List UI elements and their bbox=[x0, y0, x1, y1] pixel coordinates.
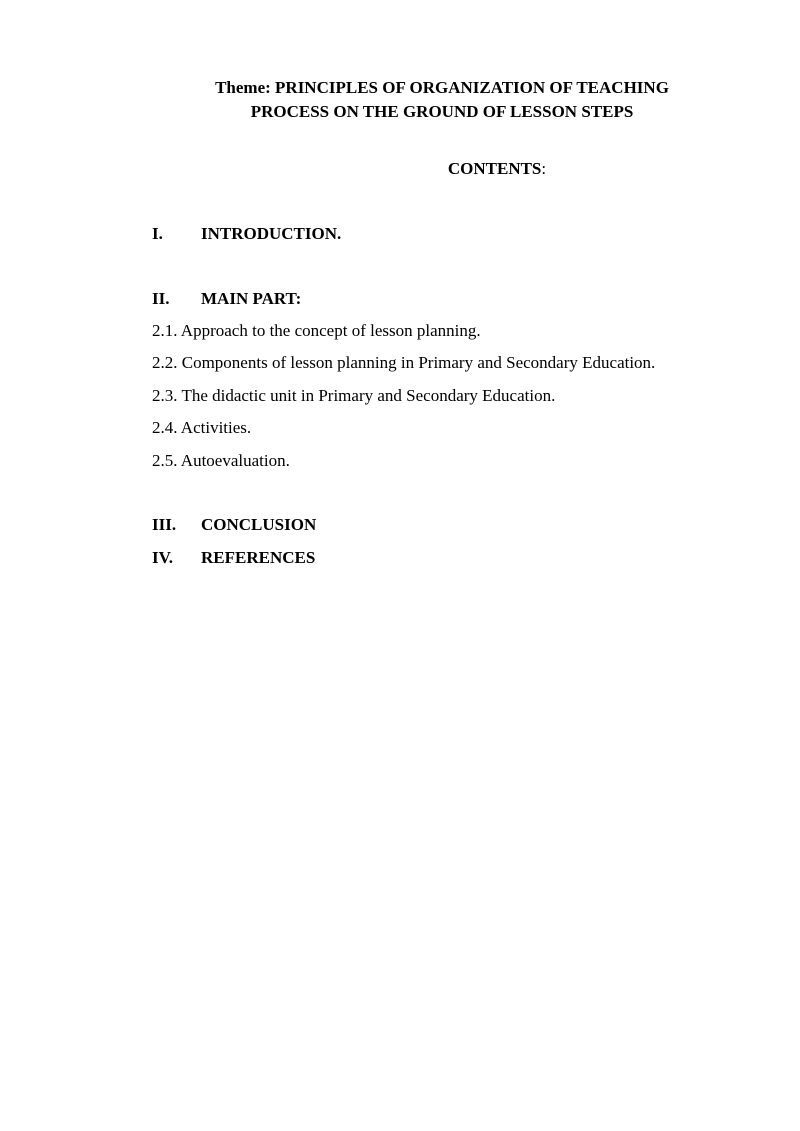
section-number: I. bbox=[152, 224, 163, 243]
section-title: MAIN PART: bbox=[201, 289, 302, 308]
section-number: III. bbox=[152, 515, 177, 534]
subsection-item: 2.5. Autoevaluation. bbox=[152, 451, 290, 470]
section-main-part bbox=[152, 288, 301, 310]
section-title: REFERENCES bbox=[201, 548, 316, 567]
subsection-item: 2.4. Activities. bbox=[152, 418, 252, 437]
section-title: CONCLUSION bbox=[201, 515, 317, 534]
contents-heading bbox=[152, 158, 800, 180]
contents-heading-colon: : bbox=[541, 159, 547, 178]
theme-line-1: Theme: PRINCIPLES OF ORGANIZATION OF TEACHING bbox=[215, 78, 669, 97]
subsection-item: 2.2. Components of lesson planning in Primary and Secondary Education. bbox=[152, 353, 656, 372]
section-title: INTRODUCTION. bbox=[201, 224, 342, 243]
subsection-item: 2.1. Approach to the concept of lesson planning. bbox=[152, 321, 481, 340]
section-references bbox=[152, 547, 315, 569]
contents-heading-text: CONTENTS bbox=[447, 159, 542, 178]
section-introduction bbox=[152, 223, 341, 245]
section-conclusion bbox=[152, 514, 316, 536]
document-theme-title bbox=[152, 76, 732, 124]
theme-line-2: PROCESS ON THE GROUND OF LESSON STEPS bbox=[250, 102, 634, 121]
subsection-item: 2.3. The didactic unit in Primary and Secondary Education. bbox=[152, 386, 556, 405]
section-number: II. bbox=[152, 289, 170, 308]
section-number: IV. bbox=[152, 548, 173, 567]
